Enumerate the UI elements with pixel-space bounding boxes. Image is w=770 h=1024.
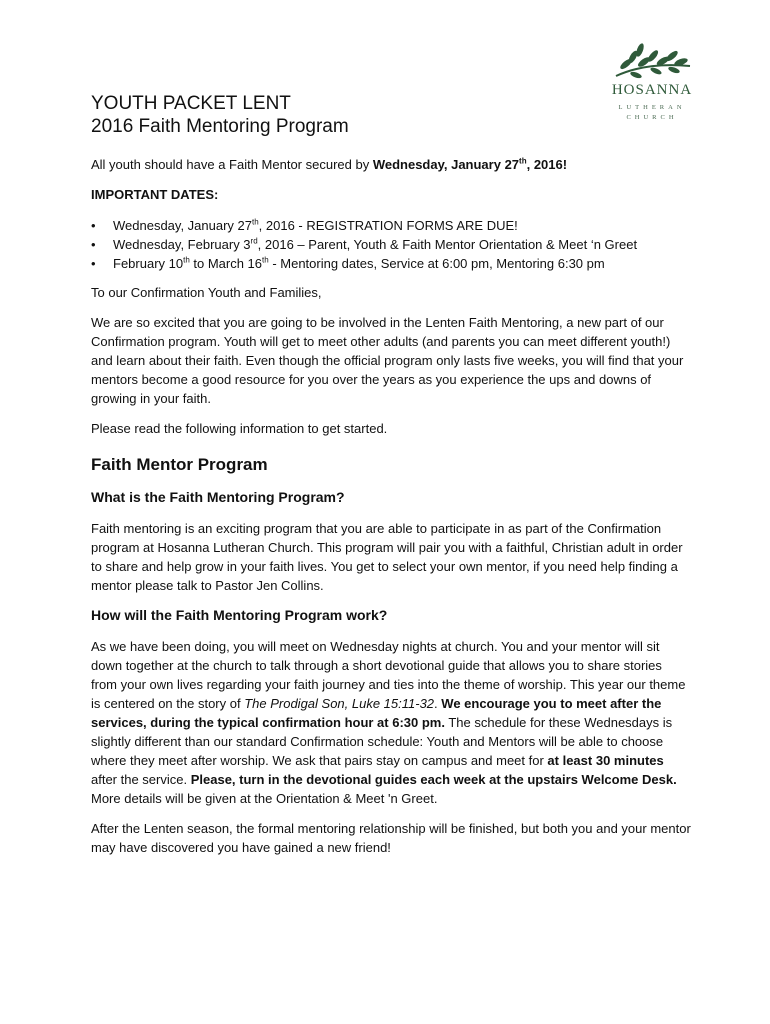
question-heading: How will the Faith Mentoring Program work? (91, 607, 388, 623)
title-line1: YOUTH PACKET LENT (91, 93, 291, 114)
logo-name: HOSANNA (611, 82, 693, 98)
list-item: • February 10th to March 16th - Mentoring dates, Service at 6:00 pm, Mentoring 6:30 pm (91, 255, 605, 271)
logo-sub-line1: LUTHERAN (618, 104, 686, 111)
title-line2: 2016 Faith Mentoring Program (91, 116, 349, 137)
question-heading: What is the Faith Mentoring Program? (91, 489, 345, 505)
answer-paragraph: As we have been doing, you will meet on Wednesday nights at church. You and your mentor will sit down together at the church to talk through a short devotional guide that allows you to share stories from your own lives regarding your faith journey and ties into the theme of worship. This year our theme is centered on the story of The Prodigal Son, Luke 15:11-32. We encourage you to meet after the services, during the typical confirmation hour at 6:30 pm. The schedule for these Wednesdays is slightly different than our standard Confirmation schedule: Youth and Mentors will be able to choose where they meet after worship. We ask that pairs stay on campus and meet for at least 30 minutes after the service. Please, turn in the devotional guides each week at the upstairs Welcome Desk. More details will be given at the Orientation & Meet 'n Greet. (91, 639, 686, 806)
document-body (91, 92, 691, 868)
list-item: • Wednesday, January 27th, 2016 - REGISTRATION FORMS ARE DUE! (91, 217, 518, 233)
answer-paragraph: Faith mentoring is an exciting program that you are able to participate in as part of the Confirmation program at Hosanna Lutheran Church. This program will pair you with a faithful, Christian adult in order to share and help grow in your faith lives. You get to select your own mentor, if you need help finding a mentor please talk to Pastor Jen Collins. (91, 521, 683, 593)
salutation: To our Confirmation Youth and Families, (91, 285, 322, 300)
intro-paragraph: All youth should have a Faith Mentor secured by Wednesday, January 27th, 2016! (91, 156, 568, 172)
letter-paragraph: We are so excited that you are going to be involved in the Lenten Faith Mentoring, a new part of our Confirmation program. Youth will get to meet other adults (and parents you can meet different youth!) and learn about their faith. Even though the official program only lasts five weeks, you will find that your mentors become a good resource for you over the years as you experience the ups and downs of growing in your faith. (91, 315, 684, 406)
deadline-date: Wednesday, January 27th, 2016! (372, 156, 568, 172)
letter-instruction: Please read the following information to get started. (91, 421, 388, 436)
important-dates-heading: IMPORTANT DATES: (91, 187, 219, 202)
list-item: • Wednesday, February 3rd, 2016 – Parent, Youth & Faith Mentor Orientation & Meet ‘n Greet (91, 236, 638, 252)
logo-sub-line2: CHURCH (626, 114, 678, 121)
closing-paragraph: After the Lenten season, the formal mentoring relationship will be finished, but both you and your mentor may have discovered you have gained a new friend! (91, 821, 691, 855)
olive-branch-icon (606, 40, 698, 82)
section-heading: Faith Mentor Program (91, 455, 268, 474)
important-dates-list (91, 216, 691, 273)
